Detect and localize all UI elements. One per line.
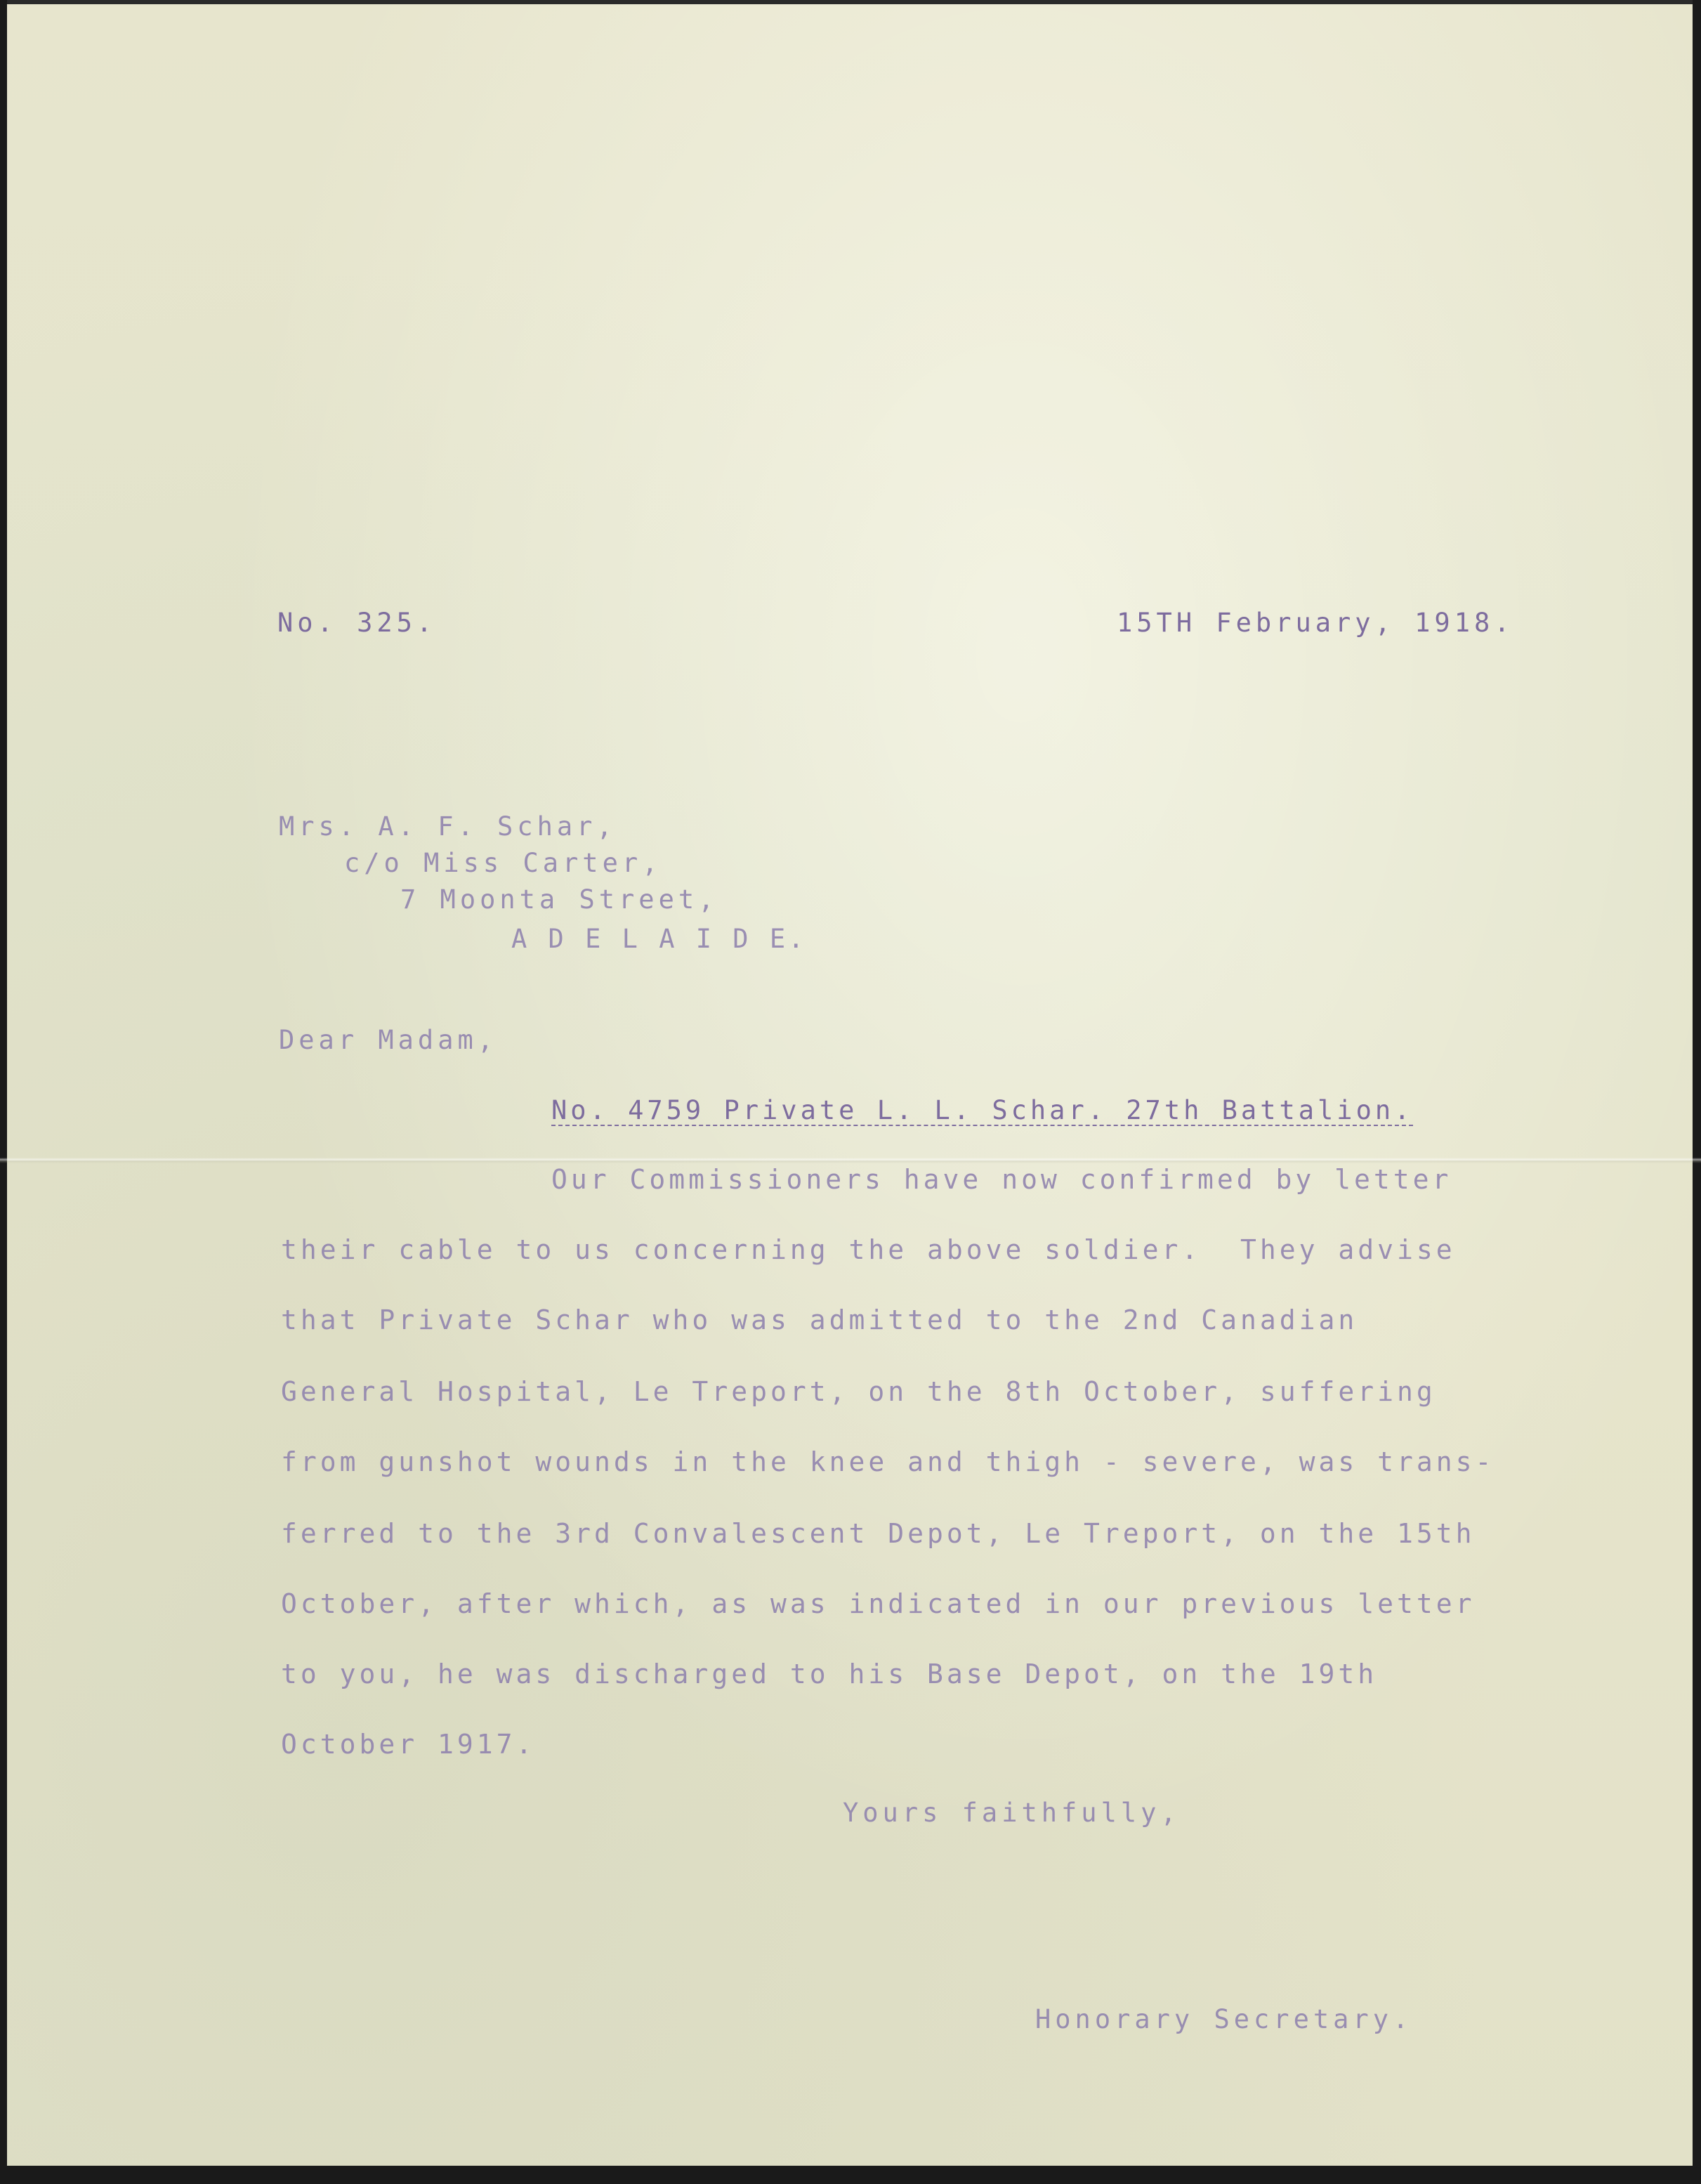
body-line-3: that Private Schar who was admitted to the 2nd Canadian xyxy=(281,1304,1358,1335)
address-line-3: 7 Moonta Street, xyxy=(400,884,718,915)
address-line-1: Mrs. A. F. Schar, xyxy=(279,811,617,842)
address-line-4: A D E L A I D E. xyxy=(511,924,807,954)
closing: Yours faithfully, xyxy=(843,1798,1181,1828)
body-line-5: from gunshot wounds in the knee and thigh - severe, was trans- xyxy=(281,1446,1495,1477)
paper-fold-line xyxy=(0,1158,1701,1163)
address-line-2: c/o Miss Carter, xyxy=(344,848,662,878)
scan-edge-left xyxy=(0,0,7,2184)
salutation: Dear Madam, xyxy=(279,1025,498,1055)
body-line-8: to you, he was discharged to his Base Depot, on the 19th xyxy=(281,1659,1378,1689)
signature-title: Honorary Secretary. xyxy=(1035,2004,1413,2034)
scan-edge-right xyxy=(1693,0,1701,2184)
scan-edge-bottom xyxy=(0,2166,1701,2184)
body-line-7: October, after which, as was indicated in our previous letter xyxy=(281,1588,1476,1619)
subject-line: No. 4759 Private L. L. Schar. 27th Battalion. xyxy=(551,1095,1414,1125)
body-line-4: General Hospital, Le Treport, on the 8th October, suffering xyxy=(281,1376,1436,1407)
body-line-1: Our Commissioners have now confirmed by letter xyxy=(551,1164,1452,1195)
body-line-6: ferred to the 3rd Convalescent Depot, Le Treport, on the 15th xyxy=(281,1518,1476,1549)
letter-date: 15TH February, 1918. xyxy=(1117,608,1514,638)
body-line-9: October 1917. xyxy=(281,1729,536,1760)
scan-edge-top xyxy=(0,0,1701,4)
reference-number: No. 325. xyxy=(277,608,437,638)
body-line-2: their cable to us concerning the above soldier. They advise xyxy=(281,1234,1456,1265)
